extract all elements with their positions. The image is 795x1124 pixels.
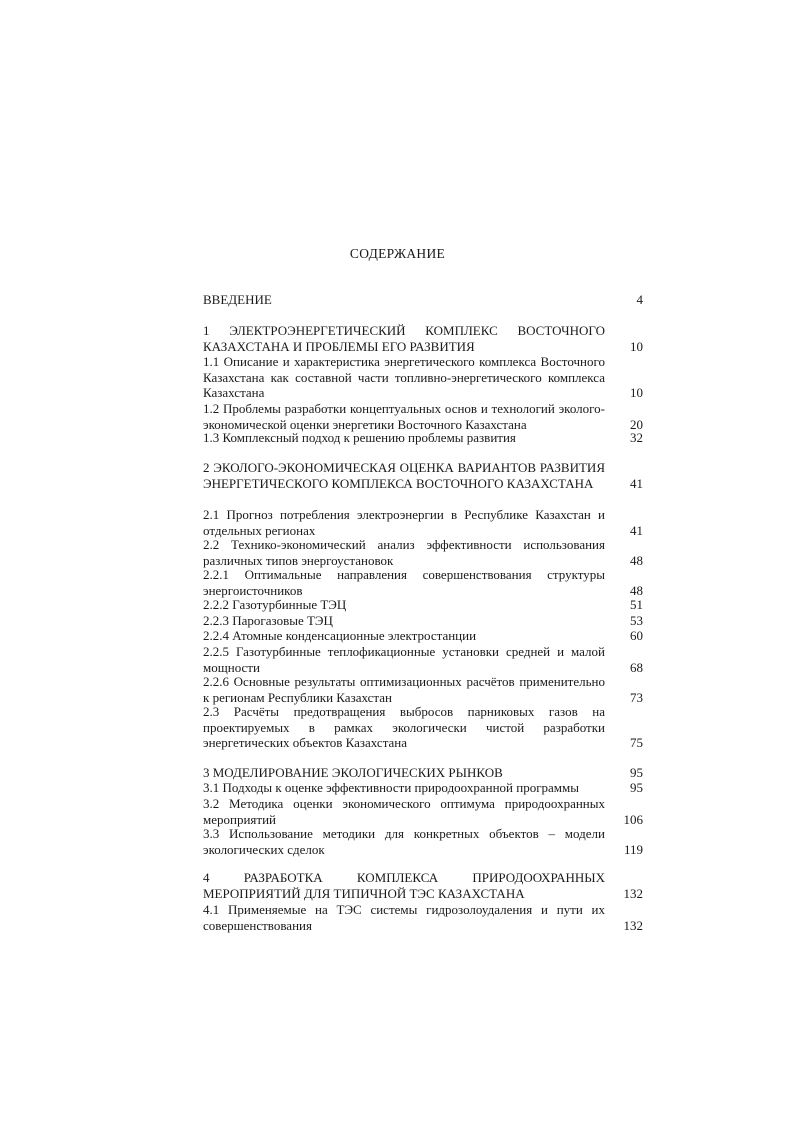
toc-entry-page: 106 xyxy=(623,811,643,827)
toc-entry-page: 132 xyxy=(623,885,643,901)
toc-entry-text: 2.2.6 Основные результаты оптимизационных расчётов применительно к регионам Республики Казахстан xyxy=(203,674,605,705)
toc-entry-page: 73 xyxy=(630,689,643,705)
toc-entry-page: 75 xyxy=(630,735,643,751)
toc-entry-page: 32 xyxy=(630,430,643,445)
toc-entry-page: 53 xyxy=(630,613,643,628)
toc-entry-3-1 xyxy=(203,780,643,796)
toc-entry-text: ВВЕДЕНИЕ xyxy=(203,292,272,307)
toc-entry-3-3 xyxy=(203,826,643,857)
toc-entry-2-2-5 xyxy=(203,644,643,675)
toc-entry-page: 119 xyxy=(623,841,643,857)
toc-entry-1-2 xyxy=(203,401,643,432)
toc-entry-text: 1.3 Комплексный подход к решению проблемы развития xyxy=(203,430,516,445)
toc-entry-chapter-2 xyxy=(203,460,643,491)
toc-entry-2-2-6 xyxy=(203,674,643,705)
toc-entry-text: 2.1 Прогноз потребления электроэнергии в Республике Казахстан и отдельных регионах xyxy=(203,507,605,538)
toc-entry-text: 2.3 Расчёты предотвращения выбросов парниковых газов на проектируемых в рамках экологически чистой разработки энергетических объектов Казахстана xyxy=(203,704,605,751)
toc-entry-text: 2 ЭКОЛОГО-ЭКОНОМИЧЕСКАЯ ОЦЕНКА ВАРИАНТОВ РАЗВИТИЯ ЭНЕРГЕТИЧЕСКОГО КОМПЛЕКСА ВОСТОЧНОГО КАЗАХСТАНА xyxy=(203,460,605,491)
toc-entry-2-2-2 xyxy=(203,597,643,613)
toc-entry-2-1 xyxy=(203,507,643,538)
toc-entry-text: 2.2.1 Оптимальные направления совершенствования структуры энергоисточников xyxy=(203,567,605,598)
toc-entry-2-2-3 xyxy=(203,613,643,629)
toc-entry-4-1 xyxy=(203,902,643,933)
toc-entry-text: 1.1 Описание и характеристика энергетического комплекса Восточного Казахстана как составной части топливно-энергетического комплекса Казахстана xyxy=(203,354,605,401)
toc-entry-chapter-1 xyxy=(203,323,643,354)
toc-entry-page: 48 xyxy=(630,552,643,568)
toc-entry-page: 95 xyxy=(630,780,643,795)
toc-entry-page: 20 xyxy=(630,416,643,432)
toc-entry-3-2 xyxy=(203,796,643,827)
toc-entry-text: 2.2.3 Парогазовые ТЭЦ xyxy=(203,613,333,628)
toc-entry-text: 2.2.2 Газотурбинные ТЭЦ xyxy=(203,597,347,612)
toc-entry-introduction xyxy=(203,292,643,308)
toc-entry-text: 2.2.4 Атомные конденсационные электростанции xyxy=(203,628,477,643)
toc-entry-page: 132 xyxy=(623,917,643,933)
toc-entry-2-2-4 xyxy=(203,628,643,644)
toc-entry-2-2 xyxy=(203,537,643,568)
toc-entry-chapter-4 xyxy=(203,870,643,901)
toc-entry-2-3 xyxy=(203,704,643,751)
toc-entry-text: 1 ЭЛЕКТРОЭНЕРГЕТИЧЕСКИЙ КОМПЛЕКС ВОСТОЧНОГО КАЗАХСТАНА И ПРОБЛЕМЫ ЕГО РАЗВИТИЯ xyxy=(203,323,605,354)
toc-entry-page: 4 xyxy=(636,292,643,307)
toc-entry-text: 4 РАЗРАБОТКА КОМПЛЕКСА ПРИРОДООХРАННЫХ МЕРОПРИЯТИЙ ДЛЯ ТИПИЧНОЙ ТЭС КАЗАХСТАНА xyxy=(203,870,605,901)
toc-entry-page: 10 xyxy=(630,385,643,401)
toc-entry-2-2-1 xyxy=(203,567,643,598)
toc-entry-page: 41 xyxy=(630,475,643,491)
toc-entry-page: 60 xyxy=(630,628,643,643)
toc-entry-page: 51 xyxy=(630,597,643,612)
toc-entry-page: 95 xyxy=(630,765,643,780)
toc-entry-text: 3.3 Использование методики для конкретных объектов – модели экологических сделок xyxy=(203,826,605,857)
toc-entry-page: 48 xyxy=(630,582,643,598)
toc-entry-text: 3.2 Методика оценки экономического оптимума природоохранных мероприятий xyxy=(203,796,605,827)
toc-entry-page: 41 xyxy=(630,522,643,538)
toc-entry-text: 2.2 Технико-экономический анализ эффективности использования различных типов энергоустановок xyxy=(203,537,605,568)
page-title: СОДЕРЖАНИЕ xyxy=(349,246,446,261)
toc-entry-1-1 xyxy=(203,354,643,401)
toc-entry-text: 4.1 Применяемые на ТЭС системы гидрозолоудаления и пути их совершенствования xyxy=(203,902,605,933)
toc-entry-text: 2.2.5 Газотурбинные теплофикационные установки средней и малой мощности xyxy=(203,644,605,675)
toc-entry-1-3 xyxy=(203,430,643,446)
toc-entry-chapter-3 xyxy=(203,765,643,781)
toc-entry-text: 3 МОДЕЛИРОВАНИЕ ЭКОЛОГИЧЕСКИХ РЫНКОВ xyxy=(203,765,503,780)
toc-entry-page: 10 xyxy=(630,338,643,354)
toc-entry-text: 3.1 Подходы к оценке эффективности природоохранной программы xyxy=(203,780,579,795)
toc-entry-text: 1.2 Проблемы разработки концептуальных основ и технологий эколого-экономической оценки энергетики Восточного Казахстана xyxy=(203,401,605,432)
toc-entry-page: 68 xyxy=(630,659,643,675)
